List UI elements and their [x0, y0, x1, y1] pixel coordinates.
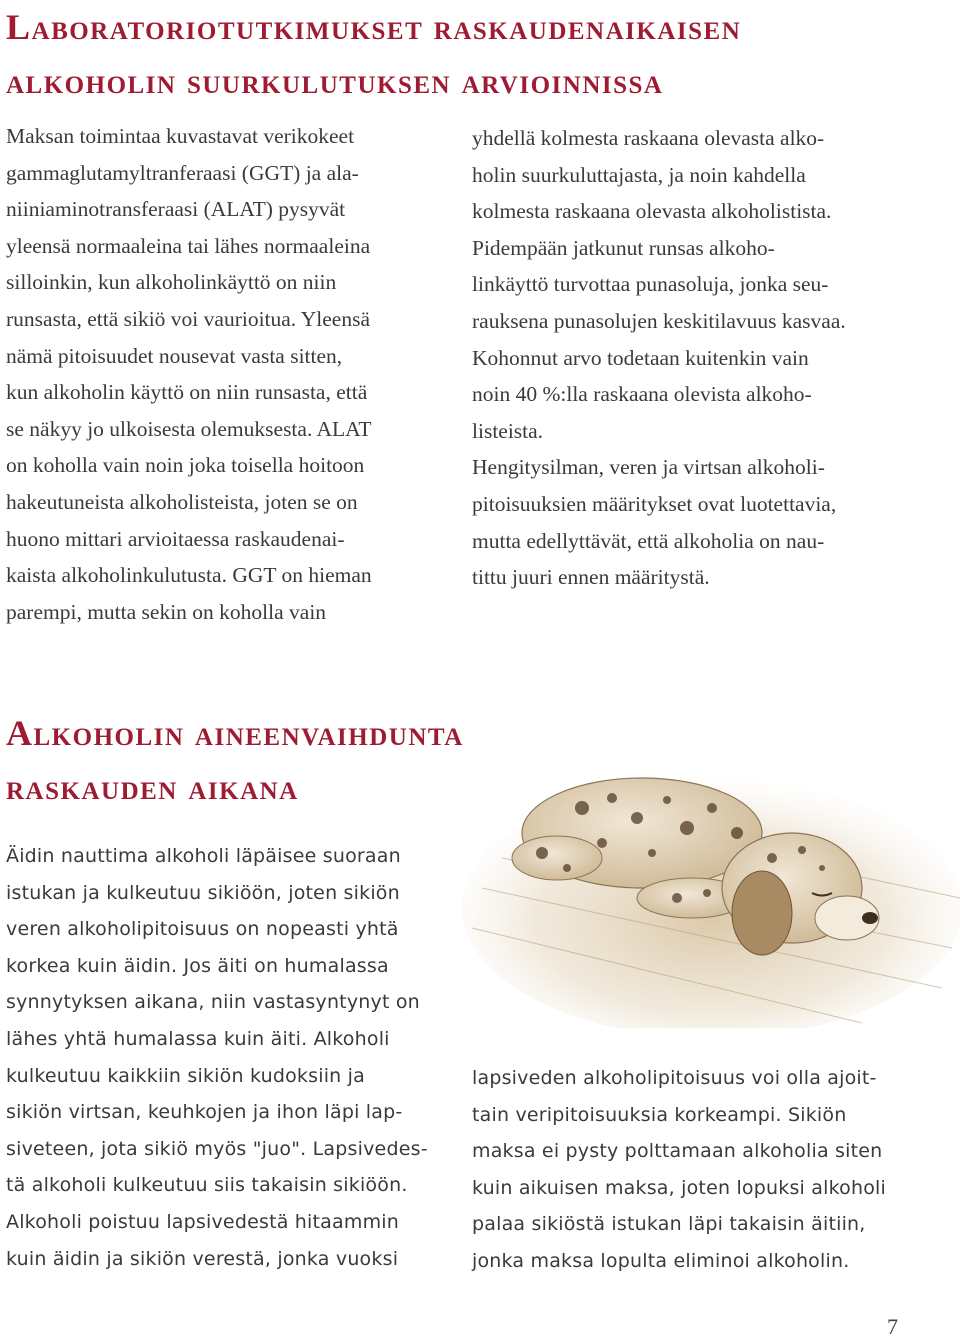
page-number: 7: [887, 1314, 898, 1339]
puppy-hind-leg: [512, 836, 602, 880]
sleeping-puppy-illustration: [462, 738, 960, 1028]
section-title-laboratory-tests: Laboratoriotutkimukset raskaudenaikaisen alkoholin suurkulutuksen arvioinnissa: [6, 7, 742, 101]
section2-right-column-text: lapsiveden alkoholipitoisuus voi olla ajoit- tain veripitoisuuksia korkeampi. Sikiön maksa ei pysty polttamaan alkoholia siten kuin aikuisen maksa, joten lopuksi alkoholi palaa sikiöstä istukan läpi takaisin äitiin, jonka maksa lopulta eliminoi alkoholin.: [472, 1067, 886, 1272]
puppy-ear: [732, 871, 792, 955]
section-title-alcohol-metabolism: Alkoholin aineenvaihdunta raskauden aikana: [6, 713, 464, 807]
section1-left-column-text: Maksan toimintaa kuvastavat verikokeet gammaglutamyltranferaasi (GGT) ja ala- niiniaminotransferaasi (ALAT) pysyvät yleensä normaaleina tai lähes normaaleina silloinkin, kun alkoholinkäyttö on niin runsasta, että sikiö voi vaurioitua. Yleensä nämä pitoisuudet nousevat vasta sitten, kun alkoholin käyttö on niin runsasta, että se näkyy jo ulkoisesta olemuksesta. ALAT on koholla vain noin joka toisella hoitoon hakeutuneista alkoholisteista, joten se on huono mittari arvioitaessa raskaudenai- kaista alkoholinkulutusta. GGT on hieman parempi, mutta sekin on koholla vain: [6, 124, 372, 624]
puppy-nose: [862, 912, 878, 924]
section2-left-column-text: Äidin nauttima alkoholi läpäisee suoraan istukan ja kulkeutuu sikiöön, joten sikiön veren alkoholipitoisuus on nopeasti yhtä korkea kuin äidin. Jos äiti on humalassa synnytyksen aikana, niin vastasyntynyt on lähes yhtä humalassa kuin äiti. Alkoholi kulkeutuu kaikkiin sikiön kudoksiin ja sikiön virtsan, keuhkojen ja ihon läpi lap- siveteen, jota sikiö myös "juo". Lapsivedes- tä alkoholi kulkeutuu siis takaisin sikiöön. Alkoholi poistuu lapsivedestä hitaammin kuin äidin ja sikiön verestä, jonka vuoksi: [6, 845, 428, 1270]
section1-right-column-text: yhdellä kolmesta raskaana olevasta alko- holin suurkuluttajasta, ja noin kahdella kolmesta raskaana olevasta alkoholistista. Pidempään jatkunut runsas alkoho- linkäyttö turvottaa punasoluja, jonka seu- rauksena punasolujen keskitilavuus kasvaa. Kohonnut arvo todetaan kuitenkin vain noin 40 %:lla raskaana olevista alkoho- listeista. Hengitysilman, veren ja virtsan alkoholi- pitoisuuksien määritykset ovat luotettavia, mutta edellyttävät, että alkoholia on nau- tittu juuri ennen määritystä.: [472, 126, 846, 590]
